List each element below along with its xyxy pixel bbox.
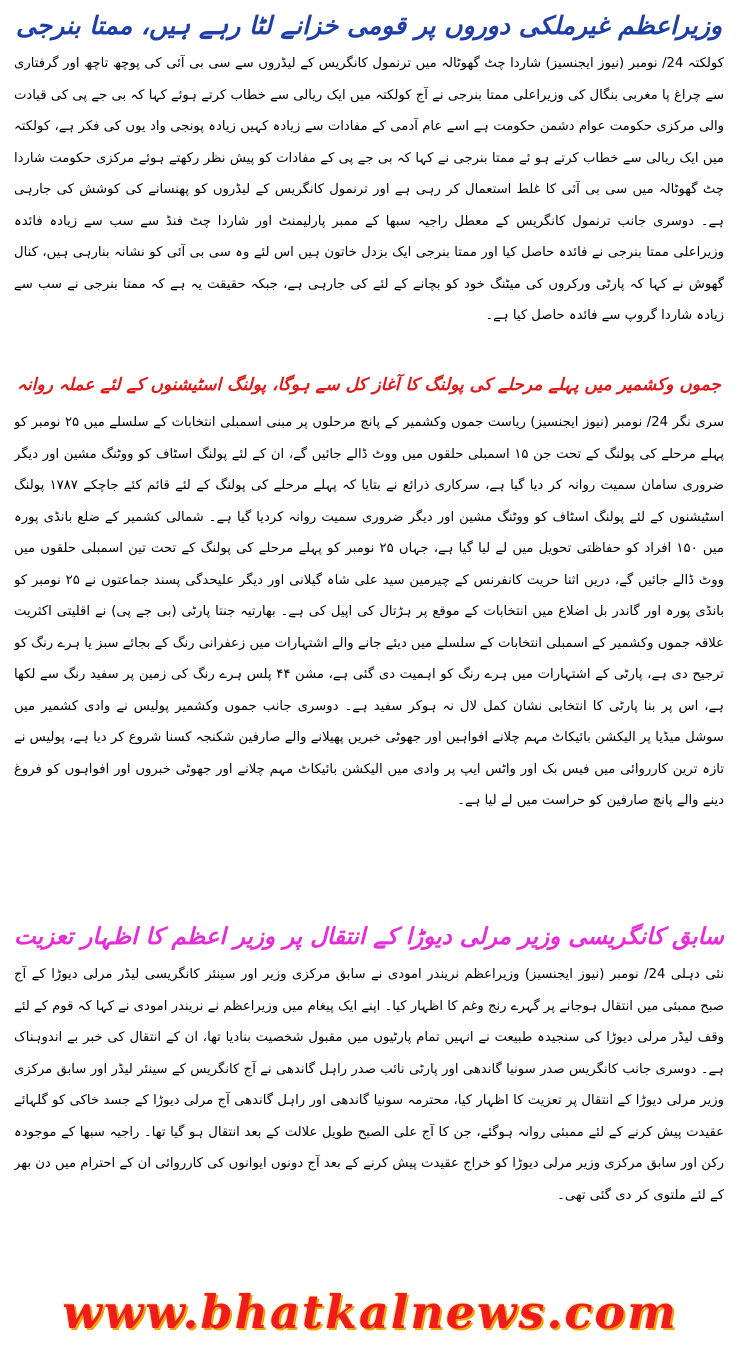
article-deora: نئی دہلی 24/ نومبر (نیوز ایجنسیز) وزیراعظم نریندر امودی نے سابق مرکزی وزیر اور سینئر کانگریسی لیڈر مرلی دیوڑا کے آج صبح ممبئی میں انتقال ہوجانے پر گہرے رنج وغم کا اظہار کیا۔ اپنے ایک پیغام میں وزیراعظم نے نریندر امودی نے کہا کہ قوم کے لئے وقف لیڈر مرلی دیوڑا کی سنجیدہ طبیعت نے انہیں تمام پارٹیوں میں مقبول شخصیت بنادیا تھا، ان کے انتقال کی خبر بے اندوہناک ہے۔ دوسری جانب کانگریس صدر سونیا گاندھی اور پارٹی نائب صدر راہل گاندھی نے آج کانگریس کے سینئر لیڈر اور سابق مرکزی وزیر مرلی دیوڑا کے انتقال پر تعزیت کا اظہار کیا، محترمہ سونیا گاندھی اور راہل گاندھی آج مرلی دیوڑا کے جسد خاکی کو گلہائے عقیدت پیش کرنے کے لئے ممبئی روانہ ہوگئے، جن کا آج علی الصبح طویل علالت کے بعد انتقال ہو گیا تھا۔ راجیہ سبھا کے موجودہ رکن اور سابق مرکزی وزیر مرلی دیوڑا کو خراج عقیدت پیش کرنے کے بعد آج دونوں ایوانوں کی کارروائی ان کے احترام میں دن بھر کے لئے ملتوی کر دی گئی تھی۔ (14, 967, 724, 1203)
headline-kashmir: جموں وکشمیر میں پہلے مرحلے کی پولنگ کا آغاز کل سے ہوگا، پولنگ اسٹیشنوں کے لئے عملہ روانہ (17, 375, 721, 395)
site-url-logo: www.bhatkalnews.com (62, 1285, 678, 1339)
site-footer (0, 1285, 740, 1345)
article-kashmir: سری نگر 24/ نومبر (نیوز ایجنسیز) ریاست جموں وکشمیر کے پانچ مرحلوں پر مبنی اسمبلی انتخابات کے سلسلے میں ۲۵ نومبر کو پہلے مرحلے کی پولنگ کے تحت جن ۱۵ اسمبلی حلقوں میں ووٹ ڈالے جائیں گے، ان کے لئے پولنگ اسٹاف کو ووٹنگ مشین اور دیگر ضروری سامان سمیت روانہ کر دیا گیا ہے، سرکاری ذرائع نے بتایا کہ پہلے مرحلے کی پولنگ کے لئے قائم کئے جاچکے ۱۷۸۷ پولنگ اسٹیشنوں کے لئے پولنگ اسٹاف کو ووٹنگ مشین اور دیگر ضروری سمیت روانہ کردیا گیا ہے۔ شمالی کشمیر کے ضلع بانڈی پورہ میں ۱۵۰ افراد کو حفاظتی تحویل میں لے لیا گیا ہے، جہاں ۲۵ نومبر کو پہلے مرحلے کی پولنگ کے تحت تین اسمبلی حلقوں میں ووٹ ڈالے جائیں گے، دریں اثنا حریت کانفرنس کے چیرمین سید علی شاہ گیلانی اور دیگر علیحدگی پسند جماعتوں نے ۲۵ نومبر کو بانڈی پورہ اور گاندر بل اضلاع میں انتخابات کے موقع پر ہڑتال کی اپیل کی ہے۔ بھارتیہ جنتا پارٹی (بی جے پی) نے اقلیتی اکثریت علاقہ جموں وکشمیر کے اسمبلی انتخابات کے سلسلے میں دیئے جانے والے اشتہارات میں زعفرانی رنگ کے بجائے سبز یا ہرے رنگ کو ترجیح دی ہے، پارٹی کے اشتہارات میں ہرے رنگ کو اہمیت دی گئی ہے، مشن ۴۴ پلس ہرے رنگ کی زمین پر سفید رنگ سے لکھا ہے، اس پر بنا پارٹی کا انتخابی نشان کمل لال نہ ہوکر سفید ہے۔ دوسری جانب جموں وکشمیر پولیس نے وادی کشمیر میں سوشل میڈیا پر الیکشن بائیکاٹ مہم چلانے افواہیں اور جھوٹی خبریں پھیلانے والے صارفین شکنجہ کسنا شروع کر دیا ہے، پولیس نے تازہ ترین کارروائی میں فیس بک اور واٹس ایپ پر وادی میں الیکشن بائیکاٹ مہم چلانے اور جھوٹی خبروں اور افواہوں کو فروغ دینے والے پانچ صارفین کو حراست میں لے لیا ہے۔ (14, 415, 724, 808)
article-mamata: کولکتہ 24/ نومبر (نیوز ایجنسیز) شاردا چٹ گھوٹالہ میں ترنمول کانگریس کے لیڈروں سے سی بی آئی کی پوچھ تاچھ اور گرفتاری سے چراغ پا مغربی بنگال کی وزیراعلی ممتا بنرجی نے آج کولکتہ میں ایک ریالی سے خطاب کرتے ہوئے کہا کہ بی جے پی کی قیادت والی مرکزی حکومت عوام دشمن حکومت ہے اسے عام آدمی کے مفادات سے زیادہ کہیں زیادہ پونجی واد یوں کی فکر ہے، کولکتہ میں ایک ریالی سے خطاب کرتے ہو ئے ممتا بنرجی نے کہا کہ بی جے پی کے مفادات کو پیش نظر رکھتے ہوئے مرکزی حکومت شاردا چٹ گھوٹالہ میں سی بی آئی کا غلط استعمال کر رہی ہے اور ترنمول کانگریس کے لیڈروں کو پھنسانے کی کوشش کی جارہی ہے۔ دوسری جانب ترنمول کانگریس کے معطل راجیہ سبھا کے ممبر پارلیمنٹ اور شاردا چٹ فنڈ سے سب سے زیادہ فائدہ وزیراعلی ممتا بنرجی نے فائدہ حاصل کیا اور ممتا بنرجی ایک بزدل خاتون ہیں اس لئے وہ سی بی آئی کو نشانہ بنارہی ہیں، کنال گھوش نے کہا کہ پارٹی ورکروں کی میٹنگ خود کو بچانے کے لئے کی جارہی ہے، جبکہ حقیقت یہ ہے کہ ممتا بنرجی نے سب سے زیادہ شاردا گروپ سے فائدہ حاصل کیا ہے۔ (14, 56, 724, 323)
headline-deora: سابق کانگریسی وزیر مرلی دیوڑا کے انتقال پر وزیر اعظم کا اظہار تعزیت (14, 924, 724, 950)
headline-mamata: وزیراعظم غیرملکی دوروں پر قومی خزانے لٹا رہے ہیں، ممتا بنرجی (15, 11, 723, 40)
